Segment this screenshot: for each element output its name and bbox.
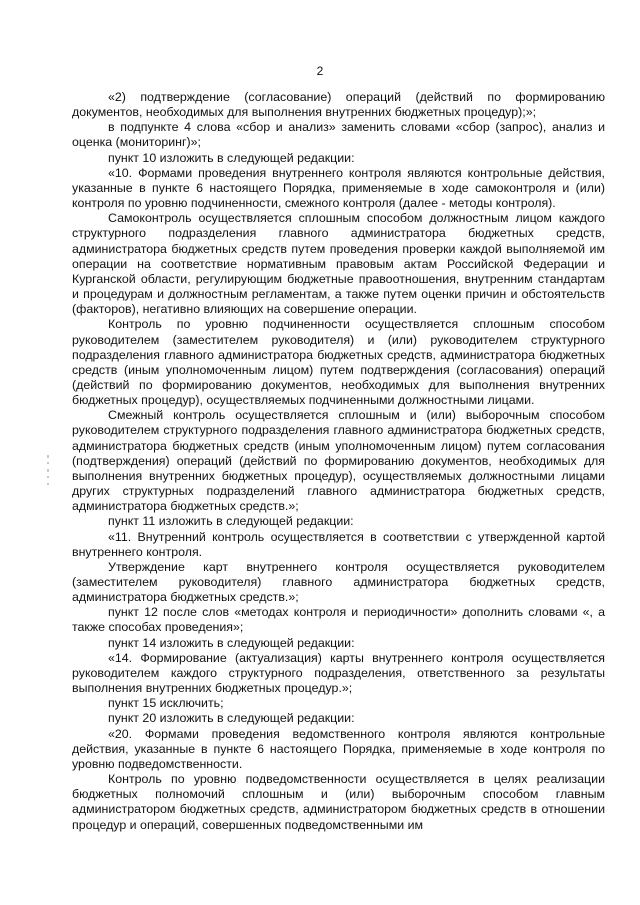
paragraph: «20. Формами проведения ведомственного контроля являются контрольные действия, указанные в пункте 6 настоящего Порядка, применяемые в ходе контроля по уровню подведомственности. bbox=[72, 726, 605, 771]
page-number: 2 bbox=[316, 64, 324, 78]
paragraph: Самоконтроль осуществляется сплошным способом должностным лицом каждого структурного подразделения главного администратора бюджетных средств, администратора бюджетных средств путем проведения проверки каждой выполняемой им операции на соответствие нормативным правовым актам Российской Федерации и Курганской области, регулирующим бюджетные правоотношения, внутренним стандартам и процедурам и должностным регламентам, а также путем оценки причин и обстоятельств (факторов), негативно влияющих на совершение операции. bbox=[72, 211, 605, 317]
paragraph: Контроль по уровню подчиненности осуществляется сплошным способом руководителем (заместителем руководителя) и (или) руководителем структурного подразделения главного администратора бюджетных средств, администратора бюджетных средств (иным уполномоченным лицом) путем подтверждения (согласования) операций (действий по формированию документов, необходимых для выполнения внутренних бюджетных процедур), осуществляемых подчиненными должностными лицами. bbox=[72, 317, 605, 408]
paragraph: «10. Формами проведения внутреннего контроля являются контрольные действия, указанные в пункте 6 настоящего Порядка, применяемые в ходе самоконтроля и (или) контроля по уровню подчиненности, смежного контроля (далее - методы контроля). bbox=[72, 165, 605, 211]
paragraph: пункт 20 изложить в следующей редакции: bbox=[108, 711, 355, 726]
paragraph: Смежный контроль осуществляется сплошным и (или) выборочным способом руководителем структурного подразделения главного администратора бюджетных средств, администратора бюджетных средств (иным уполномоченным лицом) путем согласования (подтверждения) операций (действий по формированию документов, необходимых для выполнения внутренних бюджетных процедур), осуществляемых должностными лицами других структурных подразделений главного администратора бюджетных средств, администратора бюджетных средств.»; bbox=[72, 408, 605, 514]
paragraph: Контроль по уровню подведомственности осуществляется в целях реализации бюджетных полномочий сплошным и (или) выборочным способом главным администратором бюджетных средств, администратором бюджетных средств в отношении процедур и операций, совершенных подведомственными им bbox=[72, 772, 605, 832]
paragraph: «14. Формирование (актуализация) карты внутреннего контроля осуществляется руководителем каждого структурного подразделения, ответственного за результаты выполнения внутренних бюджетных процедур.»; bbox=[72, 650, 605, 696]
paragraph: Утверждение карт внутреннего контроля осуществляется руководителем (заместителем руководителя) главного администратора бюджетных средств, администратора бюджетных средств.»; bbox=[72, 559, 605, 605]
document-body bbox=[72, 90, 605, 833]
paragraph: пункт 15 исключить; bbox=[108, 696, 224, 711]
paragraph: пункт 12 после слов «методах контроля и периодичности» дополнить словами «, а также способах проведения»; bbox=[72, 605, 605, 635]
paragraph: пункт 14 изложить в следующей редакции: bbox=[108, 635, 355, 650]
paragraph: «2) подтверждение (согласование) операций (действий по формированию документов, необходимых для выполнения внутренних бюджетных процедур);»; bbox=[72, 90, 605, 120]
paragraph: пункт 11 изложить в следующей редакции: bbox=[108, 514, 354, 529]
scan-artifact bbox=[44, 455, 52, 499]
paragraph: пункт 10 изложить в следующей редакции: bbox=[108, 150, 355, 165]
paragraph: в подпункте 4 слова «сбор и анализ» заменить словами «сбор (запрос), анализ и оценка (мониторинг)»; bbox=[72, 120, 605, 150]
paragraph: «11. Внутренний контроль осуществляется в соответствии с утвержденной картой внутреннего контроля. bbox=[72, 529, 605, 559]
